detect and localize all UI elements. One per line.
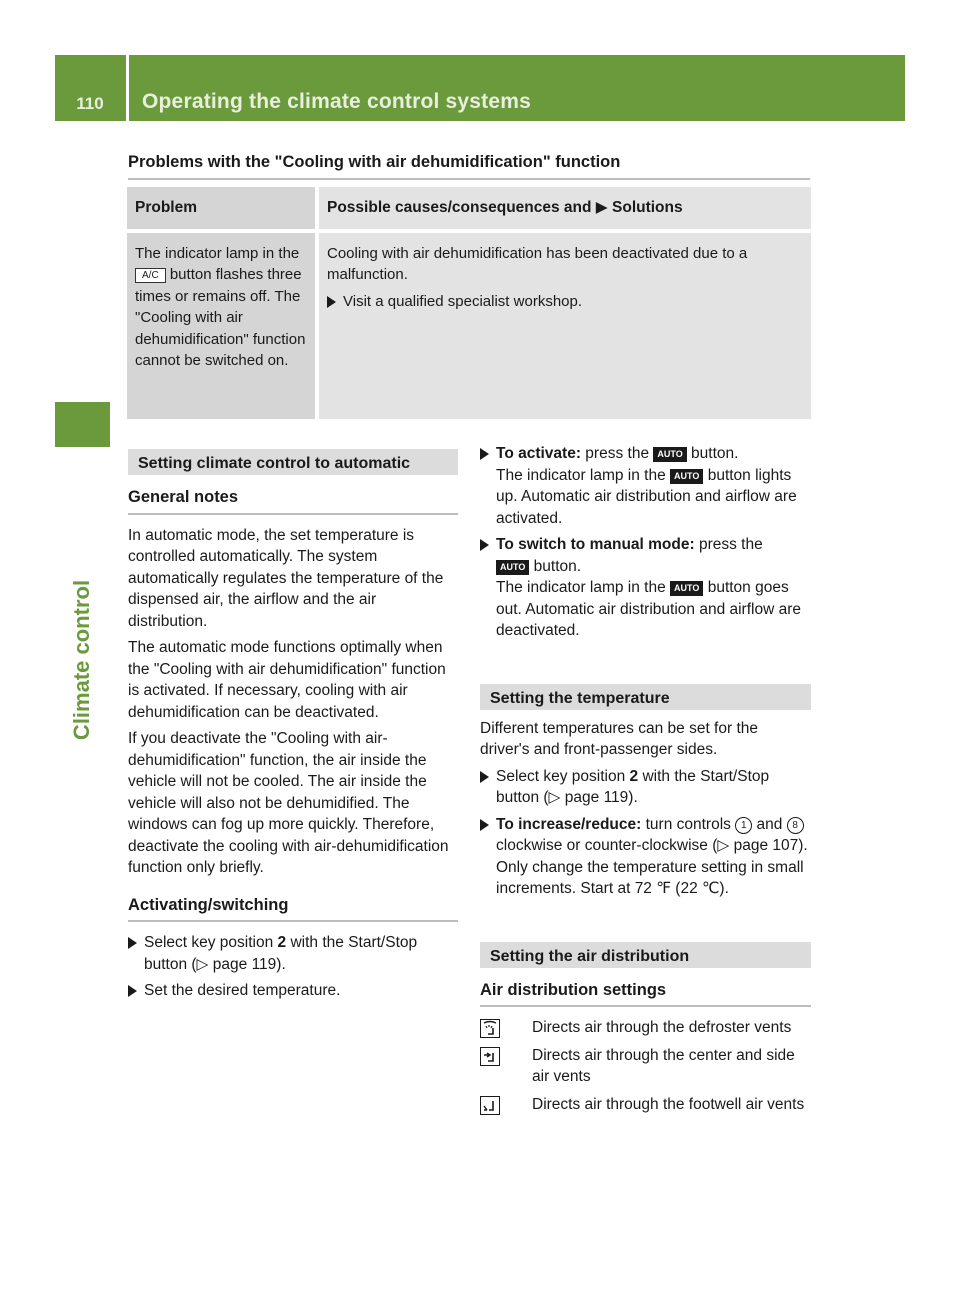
header-divider [126,55,129,121]
list-item: Directs air through the center and side air vents [480,1045,811,1088]
defroster-vents-icon [480,1019,500,1038]
step-arrow-icon [128,937,137,949]
step: Select key position 2 with the Start/Stop button (▷ page 119). [480,766,811,809]
center-side-vents-icon [480,1047,500,1066]
table-header-problem: Problem [127,187,315,233]
step: To increase/reduce: turn controls 1 and 8 clockwise or counter-clockwise (▷ page 107). Only change the temperature setting in small increments. Start at 72 ℉ (22 ℃). [480,814,811,900]
list-item: Directs air through the defroster vents [480,1017,811,1039]
temperature-intro: Different temperatures can be set for the driver's and front-passenger sides. [480,719,759,758]
paragraph: The automatic mode functions optimally when the "Cooling with air dehumidification" function is activated. If necessary, cooling with air dehumidification can be deactivated. [128,639,446,721]
cause-text: Cooling with air dehumidification has been deactivated due to a malfunction. [327,244,748,283]
paragraph: If you deactivate the "Cooling with air-dehumidification" function, the air inside the vehicle will not be cooled. The air inside the vehicle will also not be dehumidified. The windows can fog up more quickly. Therefore, deactivate the cooling with air-dehumidification function only briefly. [128,730,449,876]
air-settings-heading: Air distribution settings [480,980,811,1008]
table-row [127,233,811,419]
problems-section-title: Problems with the "Cooling with air dehumidification" function [128,153,810,180]
problem-text-b: button flashes three times or remains off. The "Cooling with air dehumidification" function cannot be switched on. [135,266,306,369]
step-arrow-icon [128,985,137,997]
auto-section-heading: Setting climate control to automatic [128,449,458,475]
step-arrow-icon [480,819,489,831]
step-arrow-icon [480,771,489,783]
step: Select key position 2 with the Start/Stop button (▷ page 119). [128,932,458,975]
problems-table [127,187,811,419]
right-column [480,443,811,1121]
solution-text: Visit a qualified specialist workshop. [343,292,583,310]
manual-step: To switch to manual mode: press the AUTO button. The indicator lamp in the AUTO button goes out. Automatic air distribution and airflow are deactivated. [480,534,811,642]
page-number: 110 [76,94,104,113]
list-item: Directs air through the footwell air vents [480,1094,811,1116]
auto-button-icon: AUTO [496,560,529,575]
problem-cell [127,233,315,419]
table-header-row [127,187,811,233]
ac-button-icon: A/C [135,268,166,283]
control-1-icon: 1 [735,817,752,834]
control-8-icon: 8 [787,817,804,834]
step-arrow-icon [480,448,489,460]
table-header-solutions: Possible causes/consequences and ▶ Solutions [315,187,811,233]
temperature-heading: Setting the temperature [480,684,811,710]
air-distribution-heading: Setting the air distribution [480,942,811,968]
step-arrow-icon [480,539,489,551]
general-notes-heading: General notes [128,487,458,515]
step: Set the desired temperature. [128,980,458,1002]
auto-button-icon: AUTO [670,581,703,596]
solution-step [327,291,803,313]
step-arrow-icon [327,296,336,308]
auto-button-icon: AUTO [653,447,686,462]
left-column [128,449,458,1007]
problem-text-a: The indicator lamp in the [135,244,300,262]
footwell-vents-icon [480,1096,500,1115]
side-chapter-label: Climate control [69,579,94,741]
auto-button-icon: AUTO [670,469,703,484]
side-tab-marker [55,402,110,447]
chapter-title: Operating the climate control systems [142,90,532,113]
activate-step: To activate: press the AUTO button. The indicator lamp in the AUTO button lights up. Automatic air distribution and airflow are activated. [480,443,811,529]
activating-heading: Activating/switching [128,895,458,923]
solution-cell [315,233,811,419]
paragraph: In automatic mode, the set temperature is controlled automatically. The system automatically regulates the temperature of the dispensed air, the airflow and the air distribution. [128,526,444,630]
